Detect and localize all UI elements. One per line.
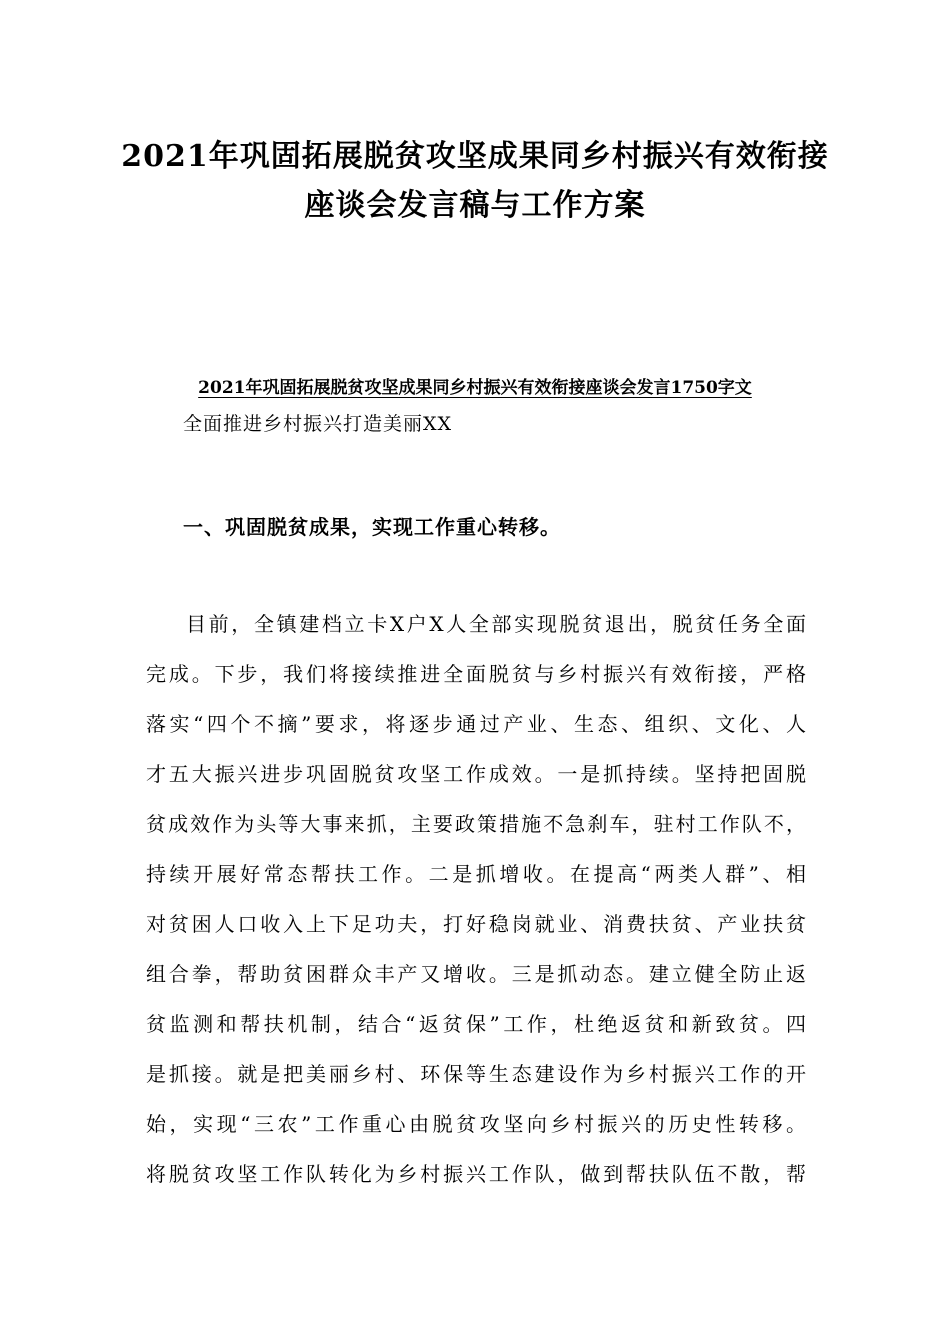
- body-line: 持续开展好常态帮扶工作。二是抓增收。在提高“两类人群”、相: [146, 862, 806, 886]
- body-line: 目前，全镇建档立卡X户X人全部实现脱贫退出，脱贫任务全面: [186, 612, 806, 636]
- document-title-line-1: 2021年巩固拓展脱贫攻坚成果同乡村振兴有效衔接: [121, 139, 829, 174]
- body-line: 组合拳，帮助贫困群众丰产又增收。三是抓动态。建立健全防止返: [146, 962, 806, 986]
- body-line: 贫监测和帮扶机制，结合“返贫保”工作，杜绝返贫和新致贫。四: [146, 1012, 806, 1036]
- document-title-line-2: 座谈会发言稿与工作方案: [304, 188, 646, 223]
- body-line: 才五大振兴进步巩固脱贫攻坚工作成效。一是抓持续。坚持把固脱: [146, 762, 806, 786]
- speech-heading: 2021年巩固拓展脱贫攻坚成果同乡村振兴有效衔接座谈会发言1750字文: [198, 378, 752, 398]
- section-body: [146, 609, 806, 1209]
- body-line: 落实“四个不摘”要求，将逐步通过产业、生态、组织、文化、人: [146, 712, 806, 736]
- speech-subtitle: 全面推进乡村振兴打造美丽XX: [183, 413, 453, 435]
- body-line: 完成。下步，我们将接续推进全面脱贫与乡村振兴有效衔接，严格: [146, 662, 806, 686]
- body-line: 将脱贫攻坚工作队转化为乡村振兴工作队，做到帮扶队伍不散，帮: [146, 1162, 806, 1186]
- section-heading: 一、巩固脱贫成果，实现工作重心转移。: [183, 515, 561, 539]
- body-line: 是抓接。就是把美丽乡村、环保等生态建设作为乡村振兴工作的开: [146, 1062, 806, 1086]
- body-line: 对贫困人口收入上下足功夫，打好稳岗就业、消费扶贫、产业扶贫: [146, 912, 806, 936]
- body-line: 始，实现“三农”工作重心由脱贫攻坚向乡村振兴的历史性转移。: [146, 1112, 806, 1136]
- body-line: 贫成效作为头等大事来抓，主要政策措施不急刹车，驻村工作队不，: [146, 812, 806, 836]
